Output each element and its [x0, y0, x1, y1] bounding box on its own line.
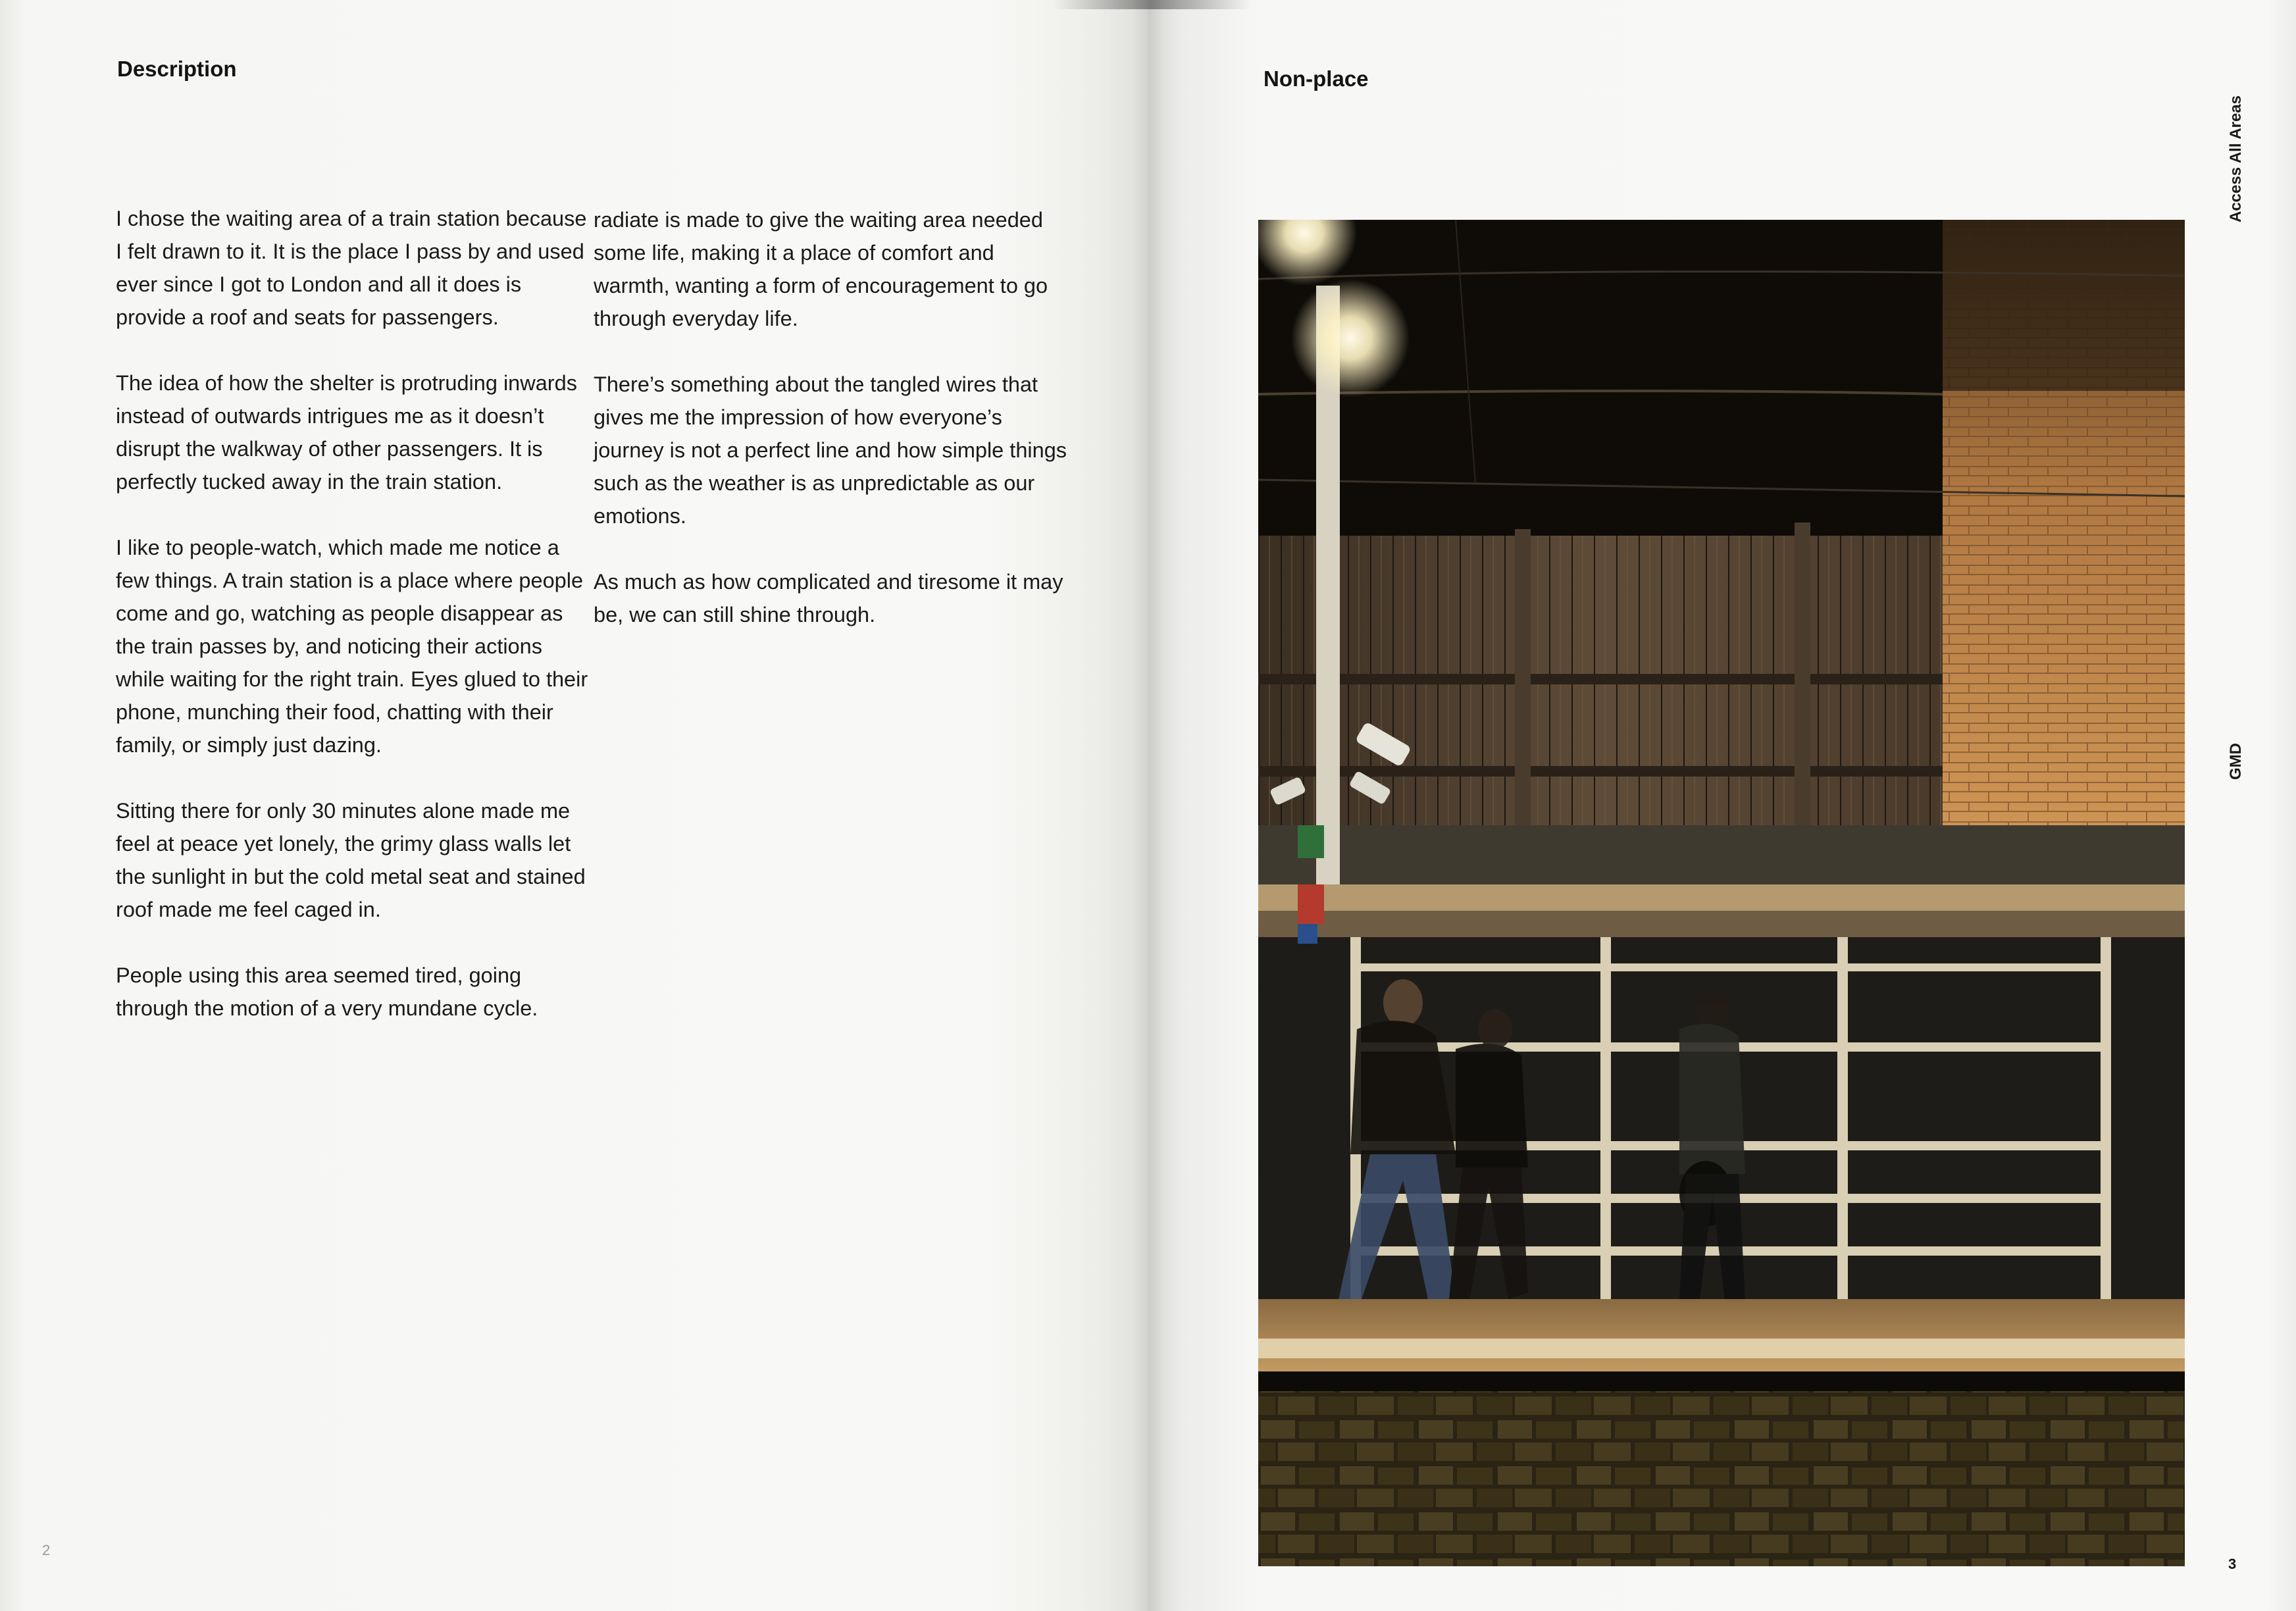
text-column-2: [594, 203, 1067, 664]
paragraph: radiate is made to give the waiting area needed some life, making it a place of comfort and warmth, wanting a form of encouragement to go through everyday life.: [594, 208, 1048, 330]
paragraph: I like to people-watch, which made me notice a few things. A train station is a place where people come and go, watching as people disappear as the train passes by, and noticing their actions while waiting for the right train. Eyes glued to their phone, munching their food, chatting with their family, or simply just dazing.: [116, 536, 588, 757]
paragraph: I chose the waiting area of a train station because I felt drawn to it. It is the place I pass by and used ever since I got to London and all it does is provide a roof and seats for passengers.: [116, 207, 587, 329]
paragraph: The idea of how the shelter is protruding inwards instead of outwards intrigues me as it doesn’t disrupt the walkway of other passengers. It is perfectly tucked away in the train station.: [116, 371, 577, 494]
left-page-heading: Description: [117, 57, 237, 81]
spine-gutter: [1132, 0, 1165, 1611]
train-platform-photo: [1258, 220, 2185, 1566]
paragraph: There’s something about the tangled wires that gives me the impression of how everyone’s journey is not a perfect line and how simple things such as the weather is as unpredictable as our emotions.: [594, 372, 1067, 528]
spine-edge: [1053, 0, 1250, 9]
page-number-left: 2: [42, 1542, 51, 1558]
paragraph: As much as how complicated and tiresome it may be, we can still shine through.: [594, 570, 1063, 626]
right-page-heading: Non-place: [1263, 66, 1369, 91]
page-number-right: 3: [2228, 1556, 2237, 1572]
text-column-1: [116, 202, 590, 1058]
paragraph: Sitting there for only 30 minutes alone made me feel at peace yet lonely, the grimy glass walls let the sunlight in but the cold metal seat and stained roof made me feel caged in.: [116, 799, 586, 921]
side-label-access: Access All Areas: [2227, 95, 2245, 222]
photo-illustration: [1258, 220, 2185, 1566]
side-label-gmd: GMD: [2227, 743, 2245, 780]
paragraph: People using this area seemed tired, going through the motion of a very mundane cycle.: [116, 963, 538, 1020]
